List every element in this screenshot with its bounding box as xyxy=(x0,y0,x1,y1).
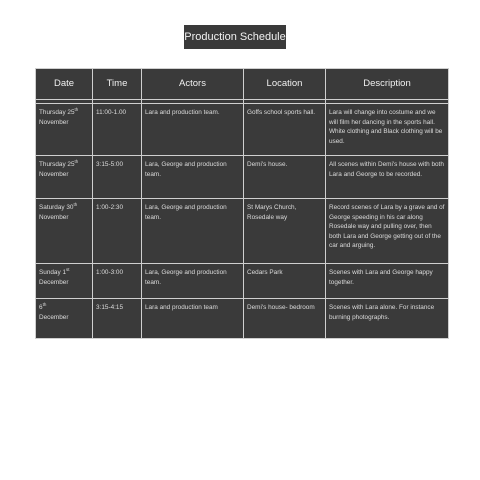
cell-date: Thursday 25th November xyxy=(36,156,93,199)
table-header-row xyxy=(36,69,449,100)
column-header-date: Date xyxy=(36,69,93,100)
page-title: Production Schedule xyxy=(184,25,286,49)
table-row xyxy=(36,264,449,299)
table-row xyxy=(36,299,449,339)
cell-time: 11:00-1.00 xyxy=(93,104,142,156)
cell-description: All scenes within Demi's house with both Lara and George to be recorded. xyxy=(326,156,449,199)
cell-description: Record scenes of Lara by a grave and of George speeding in his car along Rosedale way and pulling over, then both Lara and George getting out of the car and arguing. xyxy=(326,199,449,264)
cell-date: Saturday 30th November xyxy=(36,199,93,264)
cell-location: Cedars Park xyxy=(244,264,326,299)
cell-actors: Lara, George and production team. xyxy=(142,264,244,299)
cell-date: Thursday 25th November xyxy=(36,104,93,156)
cell-actors: Lara, George and production team. xyxy=(142,199,244,264)
column-header-actors: Actors xyxy=(142,69,244,100)
table-row xyxy=(36,156,449,199)
production-schedule-table xyxy=(35,68,449,339)
table-row xyxy=(36,199,449,264)
cell-location: Demi's house- bedroom xyxy=(244,299,326,339)
cell-actors: Lara and production team xyxy=(142,299,244,339)
column-header-location: Location xyxy=(244,69,326,100)
table-row xyxy=(36,104,449,156)
cell-location: Goffs school sports hall. xyxy=(244,104,326,156)
cell-location: St Marys Church, Rosedale way xyxy=(244,199,326,264)
cell-description: Scenes with Lara alone. For instance burning photographs. xyxy=(326,299,449,339)
column-header-description: Description xyxy=(326,69,449,100)
column-header-time: Time xyxy=(93,69,142,100)
cell-actors: Lara, George and production team. xyxy=(142,156,244,199)
cell-time: 1:00-2:30 xyxy=(93,199,142,264)
cell-time: 3:15-4:15 xyxy=(93,299,142,339)
cell-time: 1:00-3:00 xyxy=(93,264,142,299)
cell-actors: Lara and production team. xyxy=(142,104,244,156)
cell-location: Demi's house. xyxy=(244,156,326,199)
cell-date: 6th December xyxy=(36,299,93,339)
cell-description: Scenes with Lara and George happy together. xyxy=(326,264,449,299)
cell-description: Lara will change into costume and we will film her dancing in the sports hall. White clothing and Black clothing will be used. xyxy=(326,104,449,156)
cell-time: 3:15-5:00 xyxy=(93,156,142,199)
cell-date: Sunday 1st December xyxy=(36,264,93,299)
